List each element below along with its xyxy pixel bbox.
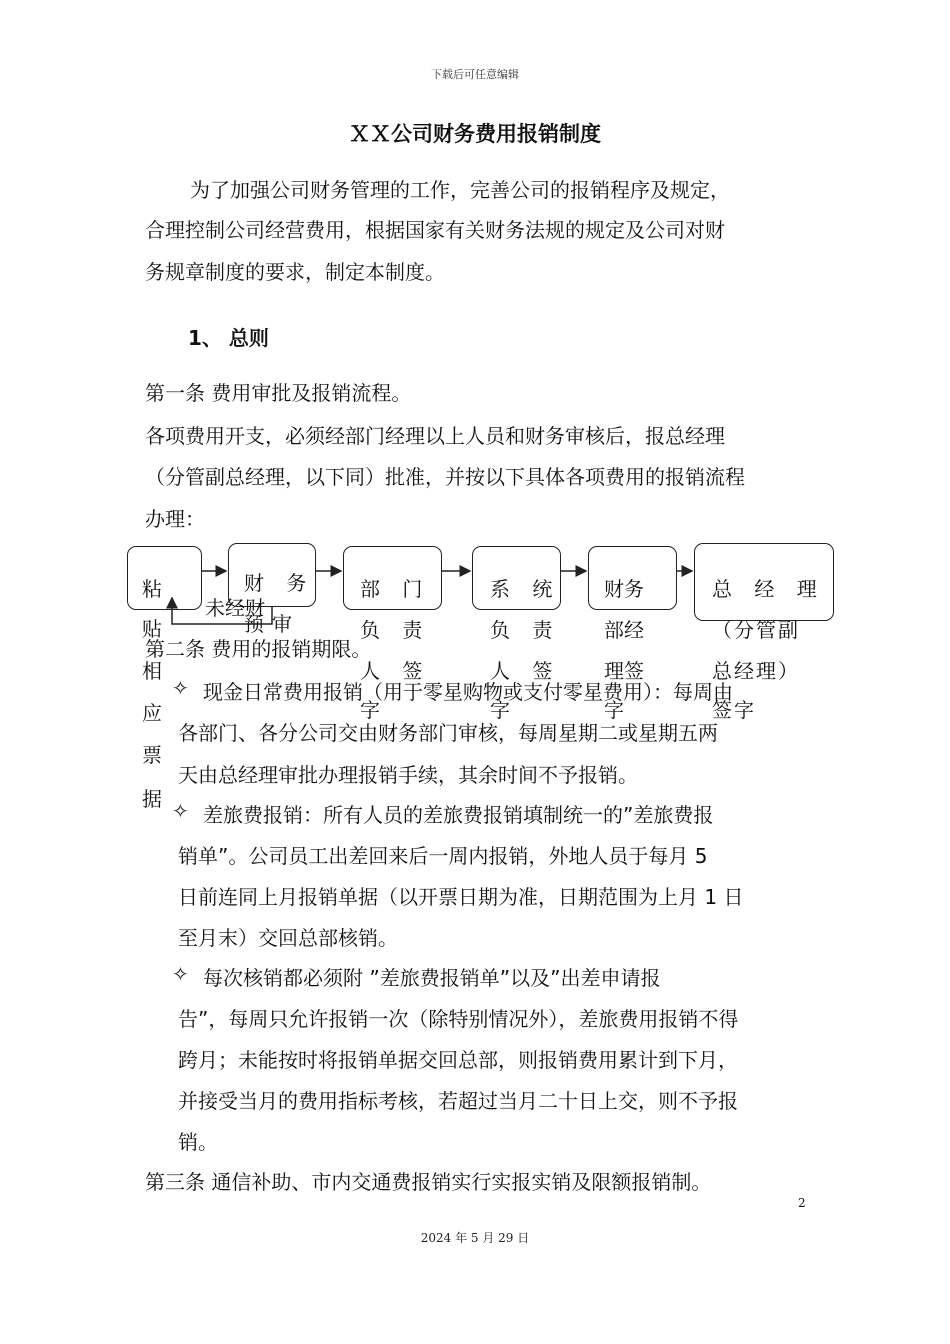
intro-line-3: 务规章制度的要求，制定本制度。 [145, 260, 445, 284]
page-number: 2 [798, 1196, 806, 1210]
flow-box5-line-3: 理签 [604, 659, 644, 683]
flow-box6-line-4: 签字 [712, 698, 756, 722]
flow-box5-line-1: 财务 [604, 577, 644, 601]
page-footer-date: 2024 年 5 月 29 日 [420, 1231, 530, 1245]
article-1-title: 第一条 费用审批及报销流程。 [145, 381, 412, 405]
flow-box5-line-4: 字 [604, 698, 624, 722]
article-2-title: 第二条 费用的报销期限。 [145, 637, 372, 661]
flow-box1-char-1: 粘 [142, 577, 162, 601]
article-2-b1-line-1: 现金日常费用报销（用于零星购物或支付零星费用）：每周由 [203, 680, 733, 704]
article-2-b2-line-1: 差旅费报销：所有人员的差旅费报销填制统一的”差旅费报 [203, 803, 714, 827]
bullet-icon: ✧ [172, 799, 189, 823]
flow-return-label: 未经财 [205, 596, 265, 620]
article-2-b1-line-2: 各部门、各分公司交由财务部门审核，每周星期二或星期五两 [178, 721, 718, 745]
article-1-line-3: 办理： [145, 507, 205, 531]
article-1-line-2: （分管副总经理，以下同）批准，并按以下具体各项费用的报销流程 [145, 465, 745, 489]
flow-box6-line-1: 总 经 理 [712, 577, 825, 601]
flow-box1-char-5: 票 [142, 743, 162, 767]
flow-box6-line-3: 总经理） [712, 659, 800, 683]
flow-box2-line-2: 预审 [244, 612, 300, 636]
flow-box5-line-2: 部经 [604, 618, 644, 642]
intro-line-1: 为了加强公司财务管理的工作，完善公司的报销程序及规定， [190, 178, 730, 202]
article-2-b2-line-3: 日前连同上月报销单据（以开票日期为准，日期范围为上月 1 日 [178, 885, 744, 909]
flow-box3-line-3: 人 签 [360, 659, 431, 683]
bullet-icon: ✧ [172, 676, 189, 700]
intro-line-2: 合理控制公司经营费用，根据国家有关财务法规的规定及公司对财 [145, 218, 725, 242]
flow-box1-char-3: 相 [142, 659, 162, 683]
flow-box4-line-2: 负 责 [490, 618, 561, 642]
flow-box1-char-6: 据 [142, 787, 162, 811]
flow-box2-line-1: 财 务 [244, 571, 315, 595]
article-2-b2-line-2: 销单”。公司员工出差回来后一周内报销，外地人员于每月 5 [178, 844, 708, 868]
page-header: 下载后可任意编辑 [431, 68, 519, 81]
bullet-icon: ✧ [172, 962, 189, 986]
article-2-b3-line-4: 并接受当月的费用指标考核，若超过当月二十日上交，则不予报 [178, 1089, 738, 1113]
flow-box1-char-2: 贴 [142, 617, 162, 641]
flow-box4-line-1: 系 统 [490, 577, 561, 601]
article-2-b3-line-5: 销。 [178, 1130, 218, 1154]
article-2-b3-line-2: 告”，每周只允许报销一次（除特别情况外），差旅费用报销不得 [178, 1007, 739, 1031]
flow-box6-line-2: （分管副 [712, 618, 800, 642]
flow-box3-line-1: 部 门 [360, 577, 431, 601]
article-3-title: 第三条 通信补助、市内交通费报销实行实报实销及限额报销制。 [145, 1170, 712, 1194]
flow-box4-line-3: 人 签 [490, 659, 561, 683]
article-2-b2-line-4: 至月末）交回总部核销。 [178, 926, 398, 950]
flow-box3-line-2: 负 责 [360, 618, 431, 642]
section-heading: 1、 总则 [188, 326, 269, 350]
article-2-b1-line-3: 天由总经理审批办理报销手续，其余时间不予报销。 [178, 763, 638, 787]
flow-box4-line-4: 字 [490, 698, 518, 722]
document-title: ＸＸ公司财务费用报销制度 [349, 122, 601, 146]
article-2-b3-line-3: 跨月；未能按时将报销单据交回总部，则报销费用累计到下月， [178, 1048, 738, 1072]
article-1-line-1: 各项费用开支，必须经部门经理以上人员和财务审核后，报总经理 [145, 424, 725, 448]
article-2-b3-line-1: 每次核销都必须附 ”差旅费报销单”以及”出差申请报 [203, 966, 661, 990]
flow-box3-line-4: 字 [360, 698, 388, 722]
flow-box1-char-4: 应 [142, 701, 162, 725]
